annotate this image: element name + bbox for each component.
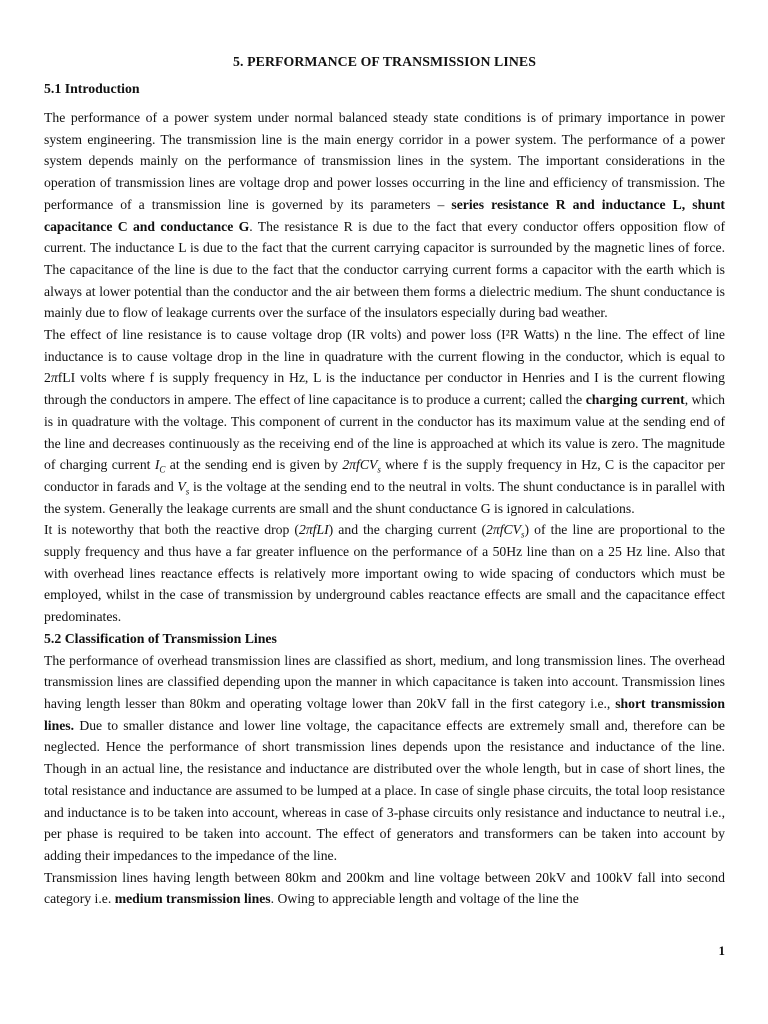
text-run: The effect of line resistance is to cause voltage drop (IR volts) and power loss (I²R Watts) n the line. The effect of line inductance is to cause voltage drop in the line in quadrature with the current flowing in the conductor, which is equal to bbox=[44, 327, 725, 364]
document-title: 5. PERFORMANCE OF TRANSMISSION LINES bbox=[233, 54, 536, 69]
math-vs: $V_s$ bbox=[177, 478, 190, 497]
math-reactive-drop: 2πfLI bbox=[298, 522, 329, 538]
math-ic: $I_C$ bbox=[154, 457, 166, 475]
text-run: The performance of overhead transmission lines are classified as short, medium, and long transmission lines. The overhead transmission lines are classified depending upon the manner in which capacitance is taken into account. Transmission lines having length lesser than 80km and operating voltage lower than 20kV fall in the first category i.e., bbox=[44, 652, 725, 711]
paragraph-introduction-1 bbox=[44, 107, 725, 324]
math-2pifcvs: 2πfCV$_s$ bbox=[342, 457, 381, 475]
text-run: . The resistance R is due to the fact that every conductor offers opposition flow of current. The inductance L is due to the fact that the current carrying capacitor is surrounded by the magnetic lines of force. The capacitance of the line is due to the fact that the conductor carrying current forms a capacitor with the earth which is always at lower potential than the conductor and the air between them forms a dielectric medium. The shunt conductance is mainly due to flow of leakage currents over the surface of the insulators especially during bad weather. bbox=[44, 218, 725, 321]
text-run: It is noteworthy that both the reactive drop ( bbox=[44, 522, 299, 538]
text-run: The performance of a power system under normal balanced steady state conditions is of primary importance in power system engineering. The transmission line is the main energy corridor in a power system. The performance of a power system depends mainly on the performance of transmission lines in the system. The important considerations in the operation of transmission lines are voltage drop and power losses occurring in the line and efficiency of transmission. The performance of a transmission line is governed by its parameters – bbox=[44, 110, 725, 212]
section-heading-classification: 5.2 Classification of Transmission Lines bbox=[44, 630, 277, 646]
text-run: volts where f is supply frequency in Hz, L is the inductance per conductor in Henries and I is the current flowing through the conductors in ampere. The effect of line capacitance is to produce a current; called the bbox=[44, 370, 725, 408]
text-run: . Owing to appreciable length and voltage of the line the bbox=[270, 891, 579, 907]
page-number: 1 bbox=[718, 943, 725, 958]
text-run: Transmission lines having length between 80km and 200km and line voltage between 20kV and 100kV fall into second category i.e. bbox=[44, 869, 725, 907]
bold-medium-lines: medium transmission lines bbox=[114, 891, 271, 907]
math-charging-current: 2πfCV$_s$ bbox=[486, 522, 525, 541]
text-run: , which is in quadrature with the voltage. This component of current in the conductor has its maximum value at the sending end of the line and decreases continuously as the receiving end of the line is approached at which its value is zero. The magnitude of charging current bbox=[44, 392, 725, 473]
text-run: ) of the line are proportional to the supply frequency and thus have a far greater influence on the performance of a 50Hz line than on a 25 Hz line. Also that with overhead lines reactance effects is relatively more important owing to wide spacing of conductors which must be employed, whilst in the case of transmission by underground cables reactance effects are small and the capacitance effect predominates. bbox=[44, 522, 726, 625]
paragraph-classification-1 bbox=[44, 650, 725, 867]
section-heading-introduction: 5.1 Introduction bbox=[44, 81, 140, 96]
math-2pifli: 2πfLI bbox=[44, 370, 76, 386]
bold-charging-current: charging current bbox=[585, 392, 685, 408]
text-run: ) and the charging current ( bbox=[328, 522, 487, 538]
text-run: Due to smaller distance and lower line voltage, the capacitance effects are extremely small and, therefore can be neglected. Hence the performance of short transmission lines depends upon the resistance and inductance of the line. Though in an actual line, the resistance and inductance are distributed over the whole length, but in case of short lines, the total resistance and inductance are assumed to be lumped at a place. In case of single phase circuits, the total loop resistance and inductance is to be taken into account, whereas in case of 3-phase circuits only resistance and inductance to neutral i.e., per phase is required to be taken into account. The effect of generators and transformers can be taken into account by adding their impedances to the impedance of the line. bbox=[44, 717, 725, 863]
paragraph-introduction-2 bbox=[44, 324, 725, 519]
bold-short-lines: short transmission lines. bbox=[44, 695, 725, 733]
paragraph-introduction-3 bbox=[44, 519, 725, 628]
text-run: where f is the supply frequency in Hz, C is the capacitor per conductor in farads and bbox=[44, 457, 725, 494]
bold-parameters: series resistance R and inductance L, shunt capacitance C and conductance G bbox=[44, 196, 725, 234]
paragraph-classification-2 bbox=[44, 867, 725, 910]
text-run: is the voltage at the sending end to the neutral in volts. The shunt conductance is in parallel with the system. Generally the leakage currents are small and the shunt conductance G is ignored in calculations. bbox=[44, 478, 726, 516]
text-run: at the sending end is given by bbox=[165, 457, 343, 473]
